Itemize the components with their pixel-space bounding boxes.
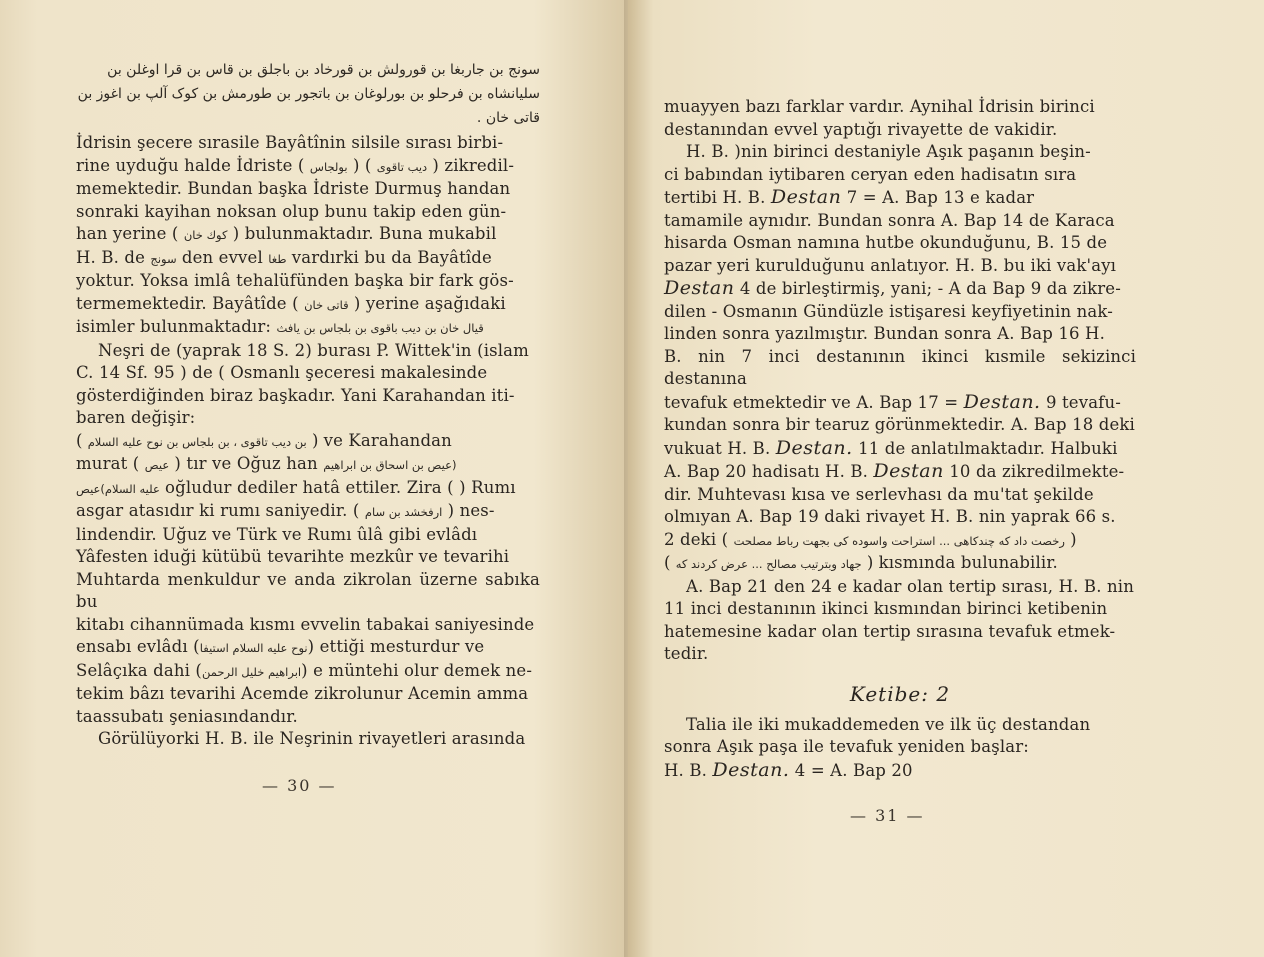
arabic-inline-text: ارفخشد بن سام xyxy=(364,505,443,519)
text-line xyxy=(664,186,1136,210)
arabic-inline-text: سونج xyxy=(150,251,177,266)
text-line xyxy=(76,453,540,477)
text-segment: ) nes- xyxy=(442,501,495,520)
arabic-inline-text: علیه السلام) xyxy=(100,481,160,496)
text-segment: memektedir. Bundan başka İdriste Durmuş handan xyxy=(76,179,511,198)
text-line xyxy=(76,430,540,454)
text-segment: tekim bâzı tevarihi Acemde zikrolunur Acemin amma xyxy=(76,684,529,703)
text-segment: murat ( xyxy=(76,454,145,473)
destan-term: Destan xyxy=(873,460,944,482)
text-segment: 9 tevafu- xyxy=(1040,392,1121,412)
text-line xyxy=(664,323,1136,346)
text-line xyxy=(664,736,1136,759)
text-segment: kitabı cihannümada kısmı evvelin tabakai saniyesinde xyxy=(76,614,535,634)
text-line xyxy=(664,506,1136,529)
text-segment: dir. Muhtevası kısa ve serlevhası da mu'tat şekilde xyxy=(664,484,1094,504)
text-line xyxy=(76,477,540,501)
right-page xyxy=(628,0,1264,957)
text-segment: Talia ile iki mukaddemeden ve ilk üç destandan xyxy=(686,714,1091,734)
text-line xyxy=(664,484,1136,507)
paragraph xyxy=(76,132,540,340)
text-line xyxy=(664,437,1136,461)
arabic-inline-text: قیال خان بن دیب باقوی بن بلجاس بن یافث xyxy=(276,321,484,335)
text-segment: termemektedir. Bayâtîde ( xyxy=(76,293,305,313)
text-segment: tevafuk etmektedir ve A. Bap 17 = xyxy=(664,392,964,412)
text-segment: sonra Aşık paşa ile tevafuk yeniden başlar: xyxy=(664,737,1030,756)
text-line xyxy=(664,414,1136,437)
paragraph xyxy=(664,576,1136,666)
section-heading: Ketibe: 2 xyxy=(849,681,951,706)
arabic-inline-text: دیب تاقوی xyxy=(376,159,428,174)
text-segment: destanından evvel yaptığı rivayette de vakidir. xyxy=(664,119,1058,139)
text-segment: pazar yeri kurulduğunu anlatıyor. H. B. bu iki vak'ayı xyxy=(664,255,1117,275)
text-line xyxy=(664,141,1136,164)
text-segment: 11 inci destanının ikinci kısmından birinci ketibenin xyxy=(664,599,1108,618)
text-line xyxy=(664,346,1136,391)
destan-term: Destan xyxy=(664,277,735,299)
text-line xyxy=(664,552,1136,576)
text-line xyxy=(76,247,540,271)
text-segment: B. nin 7 inci destanının ikinci kısmile sekizinci destanına xyxy=(664,346,1136,388)
text-line xyxy=(664,529,1136,553)
text-segment: Görülüyorki H. B. ile Neşrinin rivayetleri arasında xyxy=(98,729,526,748)
paragraph xyxy=(76,340,540,729)
arabic-inline-text: عیص xyxy=(76,481,101,496)
text-segment: baren değişir: xyxy=(76,408,196,427)
text-segment: Yâfesten iduği kütübü tevarihte mezkûr ve tevarihi xyxy=(76,547,510,566)
text-segment: ) kısmında bulunabilir. xyxy=(861,553,1058,572)
text-segment: ci babından iytibaren ceryan eden hadisatın sıra xyxy=(664,164,1077,184)
text-line xyxy=(664,391,1136,415)
arabic-inline-text: بن دیب تاقوی ، بن بلجاس بن نوح علیه السلام xyxy=(87,434,307,449)
text-line xyxy=(76,706,540,729)
text-segment: tamamile aynıdır. Bundan sonra A. Bap 14 de Karaca xyxy=(664,210,1115,230)
text-line xyxy=(76,407,540,430)
text-line xyxy=(76,223,540,247)
arabic-inline-text: عیص xyxy=(144,458,170,472)
text-segment: ) ettiği mesturdur ve xyxy=(307,637,485,656)
text-segment: ) yerine aşağıdaki xyxy=(348,293,506,313)
text-segment: asgar atasıdır ki rumı saniyedir. ( xyxy=(76,501,365,520)
text-line xyxy=(76,178,540,201)
text-segment: H. B. xyxy=(664,760,713,780)
text-line xyxy=(664,643,1136,666)
arabic-inline-text: رخصت داد که چندکاهی ... استراحت واسوده کی بجهت رباط مصلحت xyxy=(733,533,1065,548)
text-segment: hisarda Osman namına hutbe okunduğunu, B. 15 de xyxy=(664,233,1108,252)
text-segment: 10 da zikredilmekte- xyxy=(943,462,1125,481)
text-segment: 4 = A. Bap 20 xyxy=(789,760,913,780)
text-segment: 7 = A. Bap 13 e kadar xyxy=(841,188,1035,207)
text-line xyxy=(664,576,1136,599)
paragraph xyxy=(664,96,1136,141)
text-line xyxy=(76,132,540,155)
text-segment: A. Bap 21 den 24 e kadar olan tertip sırası, H. B. nin xyxy=(686,576,1134,596)
arabic-inline-text: کوك خان xyxy=(183,228,228,242)
text-segment: hatemesine kadar olan tertip sırasına tevafuk etmek- xyxy=(664,621,1116,641)
text-segment: ) bulunmaktadır. Buna mukabil xyxy=(227,224,497,243)
text-segment: sonraki kayihan noksan olup bunu takip eden gün- xyxy=(76,201,507,221)
text-segment: dilen - Osmanın Gündüzle istişaresi keyfiyetinin nak- xyxy=(664,301,1113,321)
text-line xyxy=(664,255,1136,278)
text-line xyxy=(76,728,540,751)
text-segment: han yerine ( xyxy=(76,224,184,243)
text-line xyxy=(76,546,540,569)
destan-term: Destan. xyxy=(775,436,853,459)
text-line xyxy=(664,759,1136,783)
text-line xyxy=(664,164,1136,187)
text-segment: A. Bap 20 hadisatı H. B. xyxy=(664,462,874,481)
arabic-inline-text: نوح علیه السلام استیفا xyxy=(199,641,308,655)
text-segment: vardırki bu da Bayâtîde xyxy=(286,247,492,267)
text-segment: 2 deki ( xyxy=(664,529,734,549)
text-segment: ( xyxy=(76,430,88,450)
text-line xyxy=(76,683,540,706)
paragraph xyxy=(664,714,1136,783)
text-line xyxy=(76,362,540,385)
left-page xyxy=(0,0,628,957)
text-segment: kundan sonra bir tearuz görünmektedir. A. Bap 18 deki xyxy=(664,415,1135,434)
text-segment: ) ve Karahandan xyxy=(306,430,452,450)
text-line xyxy=(76,385,540,408)
text-segment: vukuat H. B. xyxy=(664,438,776,458)
text-line xyxy=(76,636,540,660)
arabic-inline-text: (عیص بن اسحاق بن ابراهیم xyxy=(323,458,457,472)
text-segment: den evvel xyxy=(176,247,269,267)
arabic-line: قاتی خان . xyxy=(476,110,540,126)
text-segment: ) tır ve Oğuz han xyxy=(169,454,324,473)
text-segment: linden sonra yazılmıştır. Bundan sonra A. Bap 16 H. xyxy=(664,324,1105,343)
text-line xyxy=(664,232,1136,255)
text-line xyxy=(76,340,540,363)
text-segment: Selâçıka dahi ( xyxy=(76,660,203,680)
destan-term: Destan xyxy=(770,186,842,208)
text-line xyxy=(664,301,1136,324)
text-segment: muayyen bazı farklar vardır. Aynihal İdrisin birinci xyxy=(664,97,1095,116)
text-line xyxy=(664,598,1136,621)
text-segment: Neşri de (yaprak 18 S. 2) burası P. Wittek'in (islam xyxy=(98,340,529,360)
text-line xyxy=(76,293,540,317)
text-line xyxy=(664,714,1136,737)
text-line xyxy=(76,660,540,684)
text-line xyxy=(664,621,1136,644)
text-segment: ) xyxy=(1064,529,1077,549)
arabic-line: سلیانشاه بن فرحلو بن بورلوغان بن باتجور بن طورمش بن کوک آلپ بن اغوز بن xyxy=(77,86,540,102)
text-line xyxy=(76,524,540,547)
paragraph xyxy=(76,728,540,751)
text-segment: H. B. )nin birinci destaniyle Aşık paşanın beşin- xyxy=(686,142,1091,161)
page-number: — 30 — xyxy=(262,776,337,795)
text-segment: tertibi H. B. xyxy=(664,188,771,207)
destan-term: Destan. xyxy=(712,758,790,781)
text-line xyxy=(664,210,1136,233)
paragraph xyxy=(664,141,1136,576)
text-line xyxy=(76,201,540,224)
arabic-inline-text: طغا xyxy=(268,251,287,266)
page-number: — 31 — xyxy=(850,806,925,825)
text-line xyxy=(76,155,540,179)
text-segment: İdrisin şecere sırasile Bayâtînin silsile sırası birbi- xyxy=(76,133,504,152)
text-segment: taassubatı şeniasındandır. xyxy=(76,706,298,726)
text-segment: Muhtarda menkuldur ve anda zikrolan üzerne sabıka bu xyxy=(76,569,540,611)
text-segment: lindendir. Uğuz ve Türk ve Rumı ûlâ gibi evlâdı xyxy=(76,524,478,544)
text-segment: ) e müntehi olur demek ne- xyxy=(301,660,533,680)
text-segment: ensabı evlâdı ( xyxy=(76,637,200,656)
text-segment: ) Rumı xyxy=(459,477,516,497)
text-line xyxy=(76,316,540,340)
text-line xyxy=(76,270,540,293)
arabic-inline-text: بولجاس xyxy=(309,159,348,174)
arabic-line: سونج بن جاربغا بن قورولش بن قورخاد بن باجلق بن قاس بن قرا اوغلن بن xyxy=(107,62,540,78)
text-segment: 11 de anlatılmaktadır. Halbuki xyxy=(852,438,1118,458)
text-segment: ) zikredil- xyxy=(427,155,515,175)
text-line xyxy=(76,569,540,614)
text-segment: gösterdiğinden biraz başkadır. Yani Karahandan iti- xyxy=(76,385,515,405)
arabic-genealogy xyxy=(76,58,540,130)
text-segment: yoktur. Yoksa imlâ tehalüfünden başka bir fark gös- xyxy=(76,271,514,290)
text-segment: ( xyxy=(664,553,676,572)
text-line xyxy=(664,119,1136,142)
text-line xyxy=(76,614,540,637)
destan-term: Destan. xyxy=(963,390,1041,413)
text-segment: oğludur dediler hatâ ettiler. Zira ( xyxy=(159,477,460,497)
text-line xyxy=(664,96,1136,119)
text-segment: 4 de birleştirmiş, yani; - A da Bap 9 da zikre- xyxy=(734,279,1121,298)
text-segment: rine uyduğu halde İdriste ( xyxy=(76,155,310,175)
text-line xyxy=(76,500,540,524)
text-segment: ) ( xyxy=(347,155,377,175)
text-line xyxy=(664,460,1136,484)
arabic-inline-text: جهاد وبترتیب مصالح ... عرض کردند که xyxy=(675,557,862,571)
text-segment: olmıyan A. Bap 19 daki rivayet H. B. nin yaprak 66 s. xyxy=(664,507,1116,526)
text-segment: H. B. de xyxy=(76,247,151,267)
arabic-inline-text: قاتی خان xyxy=(304,297,349,312)
text-segment: isimler bulunmaktadır: xyxy=(76,317,277,336)
text-line xyxy=(664,277,1136,301)
text-segment: C. 14 Sf. 95 ) de ( Osmanlı şeceresi makalesinde xyxy=(76,363,488,382)
text-segment: tedir. xyxy=(664,644,709,663)
arabic-inline-text: ابراهیم خلیل الرحمن xyxy=(202,664,302,679)
